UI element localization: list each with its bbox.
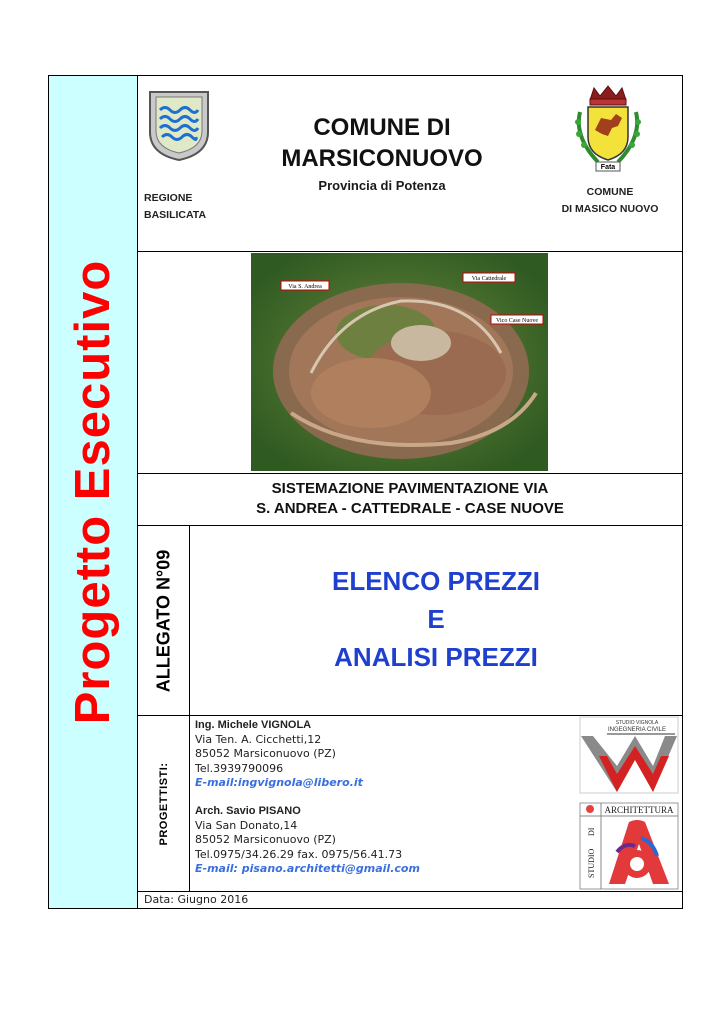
document-title-line3: ANALISI PREZZI [334,642,538,672]
regione-label-line2: BASILICATA [144,209,207,221]
document-title-line2: E [427,604,445,634]
author-phone: Tel.3939790096 [195,761,284,775]
subject-row [138,474,682,526]
author-address: Via San Donato,14 [195,818,298,832]
allegato-row [138,526,682,716]
regione-basilicata-crest-icon [146,88,212,162]
comune-label-line1: COMUNE [586,186,634,198]
progettisti-label: PROGETTISTI: [158,762,170,846]
author-phone: Tel.0975/34.26.29 fax. 0975/56.41.73 [195,847,403,861]
comune-title-line1: COMUNE DI [313,114,451,141]
author-city: 85052 Marsiconuovo (PZ) [195,833,336,846]
author-vignola [195,718,363,791]
author-address: Via Ten. A. Cicchetti,12 [195,732,322,746]
project-subject [138,479,682,519]
label-via-cattedrale: Via Cattedrale [471,276,507,282]
author-city: 85052 Marsiconuovo (PZ) [195,747,336,760]
document-title [190,562,682,676]
regione-label [144,190,206,224]
label-vico-case-nuove: Vico Case Nuove [496,318,538,324]
regione-label-line1: REGIONE [144,192,193,204]
cover-frame [48,75,683,909]
logo2-side1: STUDIO [587,848,596,878]
crest-motto: Fata [600,164,616,171]
comune-title [262,112,502,174]
author-name: Arch. Savio PISANO [195,805,301,817]
allegato-cell [138,526,190,715]
subject-line2: S. ANDREA - CATTEDRALE - CASE NUOVE [256,500,564,517]
logo2-side2: DI [587,827,596,836]
studio-architettura-logo-icon [579,802,679,890]
photo-row [138,252,682,474]
date-row [138,892,682,908]
studio-vignola-logo-icon [579,716,679,794]
document-date: Data: Giugno 2016 [144,893,249,906]
sidebar-title: Progetto Esecutivo [66,259,120,725]
aerial-photo [251,253,548,471]
comune-label [538,184,682,218]
logo2-top: ARCHITETTURA [604,805,674,815]
comune-label-line2: DI MASICO NUOVO [561,203,659,215]
comune-title-line2: MARSICONUOVO [281,145,483,172]
province: Provincia di Potenza [318,178,446,193]
header-row [138,76,682,252]
comune-marsiconuovo-crest-icon [568,82,648,178]
logo1-line1: STUDIO VIGNOLA [615,720,659,726]
author-pisano [195,804,420,877]
sidebar [49,76,138,908]
document-title-line1: ELENCO PREZZI [331,566,540,596]
author-name: Ing. Michele VIGNOLA [195,719,312,731]
subject-line1: SISTEMAZIONE PAVIMENTAZIONE VIA [271,480,549,497]
author-email-link[interactable]: E-mail:ingvignola@libero.it [195,776,363,789]
progettisti-cell [138,716,190,891]
logo1-line2: INGEGNERIA CIVILE [607,727,667,733]
author-email-link[interactable]: E-mail: pisano.architetti@gmail.com [195,862,420,875]
label-via-s-andrea: Via S. Andrea [288,284,322,290]
authors-row [138,716,682,892]
allegato-label: ALLEGATO N°09 [153,549,174,693]
